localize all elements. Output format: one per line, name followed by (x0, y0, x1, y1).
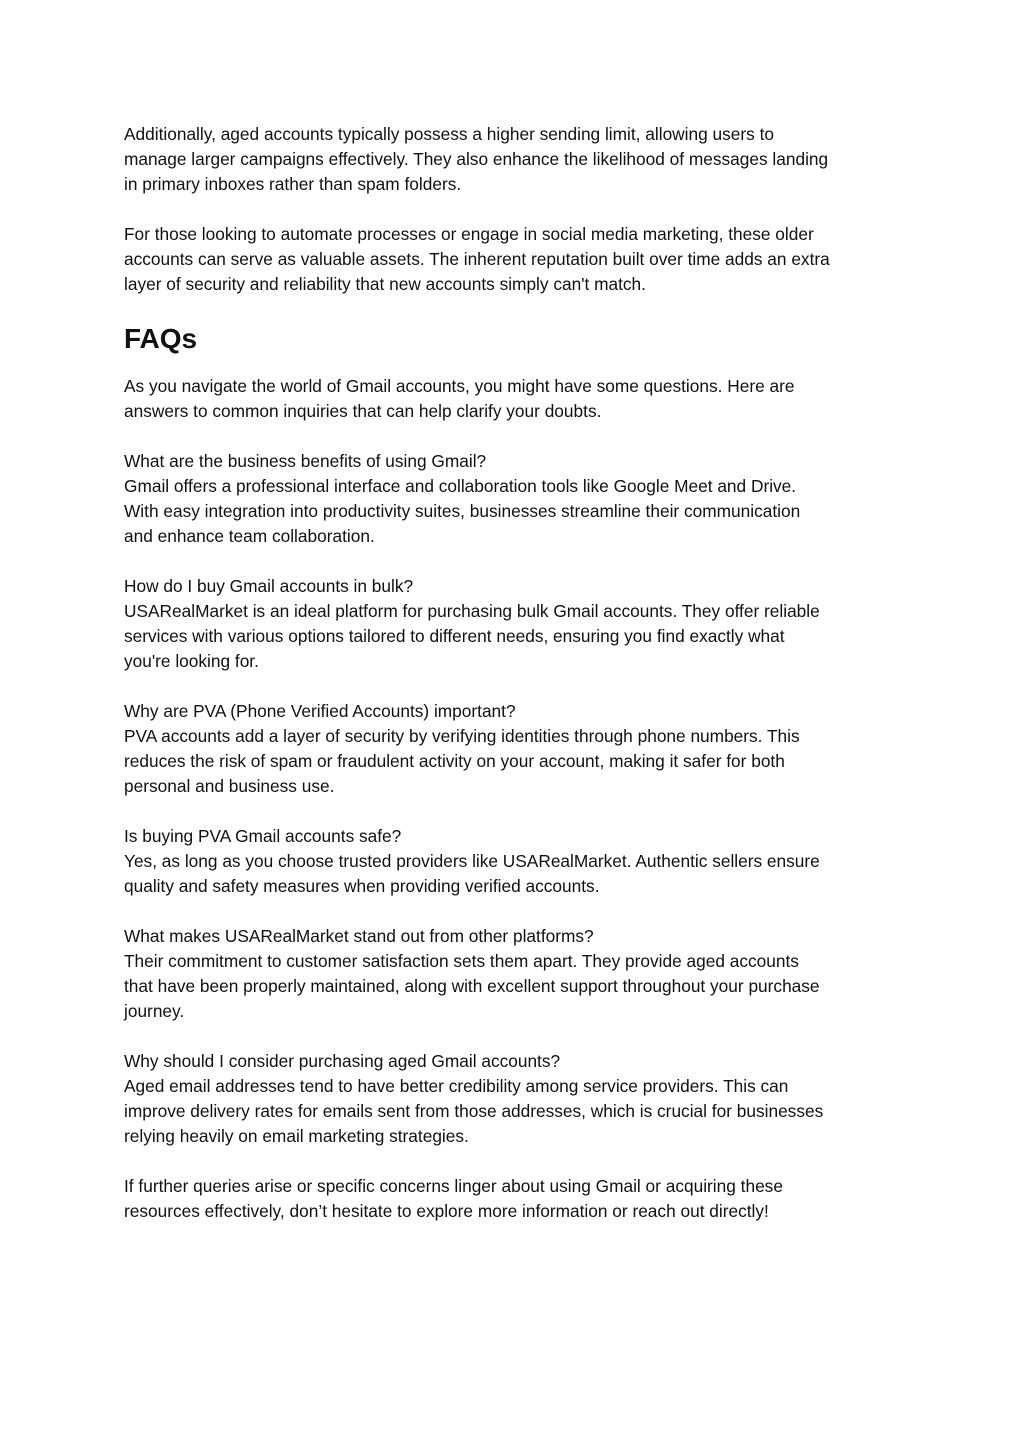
faq-answer: USARealMarket is an ideal platform for purchasing bulk Gmail accounts. They offer reliable services with various options tailored to different needs, ensuring you find exactly what you're looking for. (124, 601, 820, 671)
faq-item (124, 449, 914, 549)
faq-question: What makes USARealMarket stand out from other platforms? (124, 926, 594, 946)
faq-heading: FAQs (124, 323, 198, 354)
faq-item (124, 574, 914, 674)
faq-intro-paragraph: As you navigate the world of Gmail accounts, you might have some questions. Here are answers to common inquiries that can help clarify your doubts. (124, 376, 795, 421)
faq-item (124, 1049, 914, 1149)
intro-paragraph: Additionally, aged accounts typically possess a higher sending limit, allowing users to manage larger campaigns effectively. They also enhance the likelihood of messages landing in primary inboxes rather than spam folders. (124, 124, 829, 194)
faq-question: Why are PVA (Phone Verified Accounts) important? (124, 701, 516, 721)
faq-answer: Their commitment to customer satisfaction sets them apart. They provide aged accounts that have been properly maintained, along with excellent support throughout your purchase journey. (124, 951, 820, 1021)
faq-item (124, 824, 914, 899)
faq-item (124, 924, 914, 1024)
closing-paragraph: If further queries arise or specific concerns linger about using Gmail or acquiring these resources effectively, don’t hesitate to explore more information or reach out directly! (124, 1176, 783, 1221)
faq-question: What are the business benefits of using Gmail? (124, 451, 487, 471)
intro-paragraph: For those looking to automate processes or engage in social media marketing, these older accounts can serve as valuable assets. The inherent reputation built over time adds an extra layer of security and reliability that new accounts simply can't match. (124, 224, 830, 294)
faq-answer: Yes, as long as you choose trusted providers like USARealMarket. Authentic sellers ensure quality and safety measures when providing verified accounts. (124, 851, 820, 896)
faq-answer: Gmail offers a professional interface and collaboration tools like Google Meet and Drive. With easy integration into productivity suites, businesses streamline their communication and enhance team collaboration. (124, 476, 801, 546)
faq-question: Why should I consider purchasing aged Gmail accounts? (124, 1051, 561, 1071)
document-page (124, 122, 914, 1249)
faq-item (124, 699, 914, 799)
faq-answer: PVA accounts add a layer of security by verifying identities through phone numbers. This reduces the risk of spam or fraudulent activity on your account, making it safer for both personal and business use. (124, 726, 800, 796)
faq-answer: Aged email addresses tend to have better credibility among service providers. This can improve delivery rates for emails sent from those addresses, which is crucial for businesses relying heavily on email marketing strategies. (124, 1076, 824, 1146)
faq-question: Is buying PVA Gmail accounts safe? (124, 826, 402, 846)
faq-question: How do I buy Gmail accounts in bulk? (124, 576, 414, 596)
